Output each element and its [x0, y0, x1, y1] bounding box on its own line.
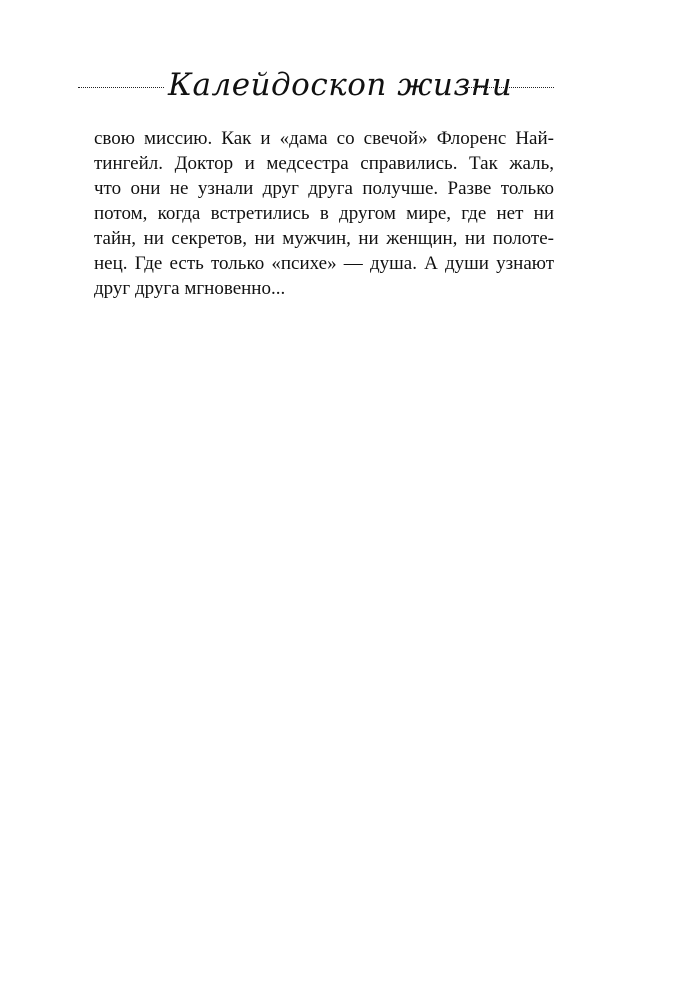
- text-line: что они не узнали друг друга получше. Разве только: [94, 178, 554, 199]
- text-line: нец. Где есть только «психе» — душа. А души узнают: [94, 253, 554, 274]
- body-text: [94, 126, 554, 301]
- text-line: потом, когда встретились в другом мире, где нет ни: [94, 203, 554, 224]
- left-dotted-rule: [78, 87, 164, 88]
- text-line: тингейл. Доктор и медсестра справились. Так жаль,: [94, 153, 554, 174]
- running-head-title: Калейдоскоп жизни: [168, 67, 513, 103]
- right-dotted-rule: [468, 87, 554, 88]
- running-head: [78, 62, 554, 114]
- text-line: тайн, ни секретов, ни мужчин, ни женщин, ни полоте-: [94, 228, 554, 249]
- text-line: друг друга мгновенно...: [94, 278, 286, 299]
- text-line: свою миссию. Как и «дама со свечой» Флоренс Най-: [94, 128, 554, 149]
